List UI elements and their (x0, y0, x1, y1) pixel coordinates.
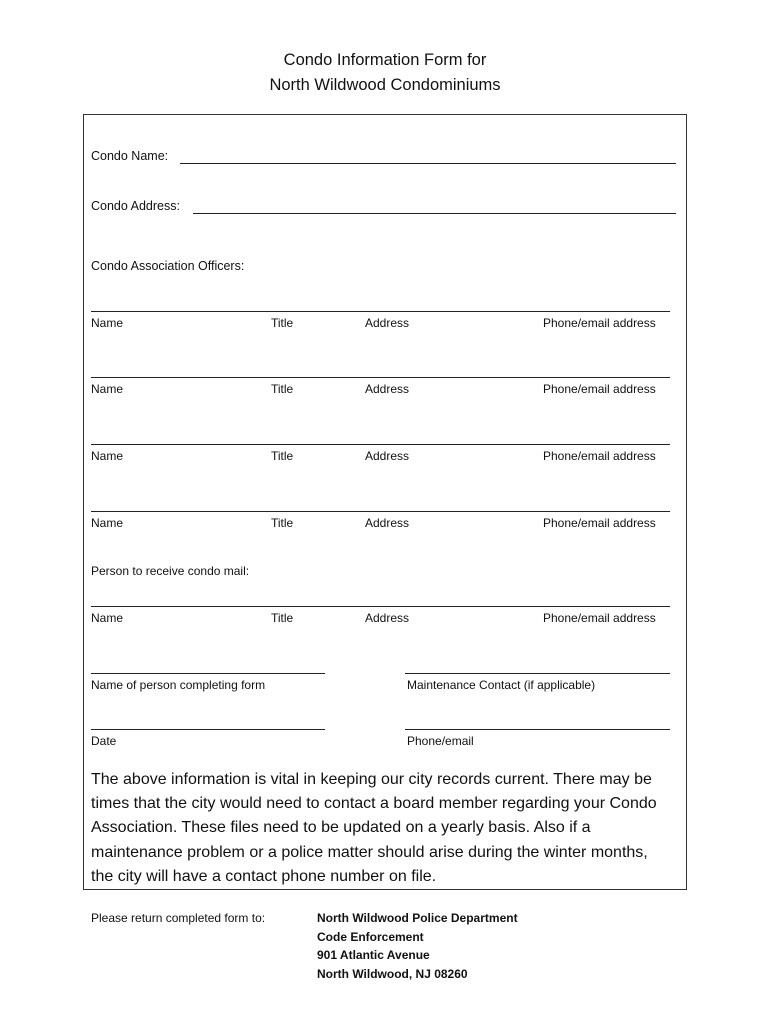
mail-name-label: Name (91, 611, 124, 625)
condo-address-field[interactable] (193, 213, 676, 214)
notice-line: The above information is vital in keeping our city records current. There may be (91, 771, 652, 788)
mail-contact-label: Phone/email address (543, 611, 656, 625)
page-title-line-1: Condo Information Form for (283, 51, 487, 69)
completing-person-label: Name of person completing form (91, 678, 266, 692)
notice-paragraph (91, 768, 681, 889)
condo-name-label: Condo Name: (91, 149, 169, 163)
officer-4-contact-label: Phone/email address (543, 516, 656, 530)
notice-line: the city will have a contact phone number on file. (91, 867, 437, 885)
mail-title-label: Title (271, 611, 294, 625)
notice-line: Association. These files need to be updated on a yearly basis. Also if a (91, 819, 591, 837)
condo-name-field[interactable] (180, 163, 676, 164)
officer-1-address-label: Address (365, 316, 410, 330)
return-label: Please return completed form to: (91, 911, 266, 925)
mail-address-label: Address (365, 611, 410, 625)
officer-4-address-label: Address (365, 516, 410, 530)
officer-1-contact-label: Phone/email address (543, 316, 656, 330)
return-address-line: Code Enforcement (317, 930, 424, 944)
officer-3-address-label: Address (365, 449, 410, 463)
maintenance-contact-field[interactable] (405, 673, 670, 674)
officers-label: Condo Association Officers: (91, 259, 245, 273)
officer-2-field[interactable] (91, 377, 670, 378)
mail-recipient-label: Person to receive condo mail: (91, 564, 250, 578)
condo-address-label: Condo Address: (91, 199, 180, 213)
return-address-line: 901 Atlantic Avenue (317, 948, 430, 962)
completing-person-field[interactable] (91, 673, 325, 674)
officer-3-contact-label: Phone/email address (543, 449, 656, 463)
officer-2-contact-label: Phone/email address (543, 382, 656, 396)
return-address-line: North Wildwood, NJ 08260 (317, 967, 468, 981)
officer-1-title-label: Title (271, 316, 294, 330)
officer-2-title-label: Title (271, 382, 294, 396)
date-field[interactable] (91, 729, 325, 730)
officer-3-name-label: Name (91, 449, 124, 463)
officer-1-name-label: Name (91, 316, 124, 330)
officer-3-title-label: Title (271, 449, 294, 463)
notice-line: maintenance problem or a police matter should arise during the winter months, (91, 843, 648, 861)
officer-4-title-label: Title (271, 516, 294, 530)
officer-4-name-label: Name (91, 516, 124, 530)
maintenance-contact-label: Maintenance Contact (if applicable) (407, 678, 596, 692)
phone-email-label: Phone/email (407, 734, 474, 748)
notice-line: times that the city would need to contact a board member regarding your Condo (91, 795, 657, 813)
officer-2-name-label: Name (91, 382, 124, 396)
officer-1-field[interactable] (91, 311, 670, 312)
page-title-line-2: North Wildwood Condominiums (269, 76, 501, 94)
return-address-line: North Wildwood Police Department (317, 911, 518, 925)
officer-4-field[interactable] (91, 511, 670, 512)
date-label: Date (91, 734, 117, 748)
officer-3-field[interactable] (91, 444, 670, 445)
officer-2-address-label: Address (365, 382, 410, 396)
phone-email-field[interactable] (405, 729, 670, 730)
mail-recipient-field[interactable] (91, 606, 670, 607)
